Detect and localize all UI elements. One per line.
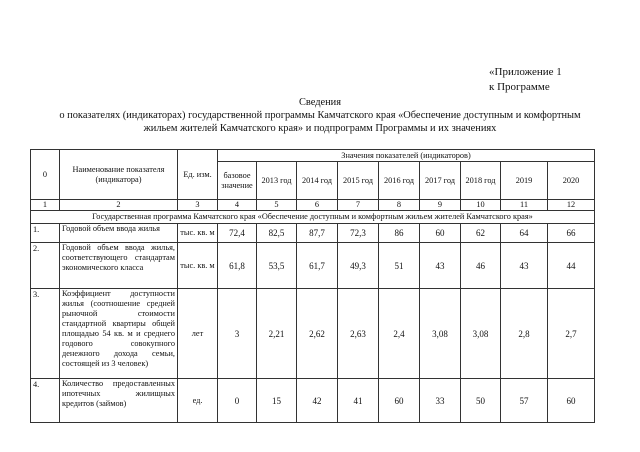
row-number: 3.	[31, 289, 60, 379]
indicator-unit: лет	[178, 289, 218, 379]
column-number: 4	[218, 200, 257, 211]
table-row	[31, 224, 595, 243]
indicator-name: Количество предоставленных ипотечных жилищных кредитов (займов)	[60, 379, 178, 423]
header-year: 2015 год	[338, 162, 379, 200]
column-number: 5	[257, 200, 297, 211]
table-row	[31, 289, 595, 379]
appendix-line-2: к Программе	[489, 81, 550, 93]
column-number: 10	[461, 200, 501, 211]
column-number: 8	[379, 200, 420, 211]
table-row	[31, 379, 595, 423]
row-number: 1.	[31, 224, 60, 243]
column-number: 9	[420, 200, 461, 211]
column-number: 1	[31, 200, 60, 211]
column-number: 3	[178, 200, 218, 211]
header-year: 2020	[548, 162, 595, 200]
value-cell: 72,3	[338, 224, 379, 243]
value-cell: 60	[379, 379, 420, 423]
indicator-unit: ед.	[178, 379, 218, 423]
value-cell: 72,4	[218, 224, 257, 243]
value-cell: 44	[548, 243, 595, 289]
column-number: 7	[338, 200, 379, 211]
header-year: 2016 год	[379, 162, 420, 200]
indicator-name: Годовой объем ввода жилья, соответствующего стандартам экономического класса	[60, 243, 178, 289]
value-cell: 33	[420, 379, 461, 423]
column-number: 11	[501, 200, 548, 211]
header-values-group: Значения показателей (индикаторов)	[218, 150, 595, 162]
value-cell: 50	[461, 379, 501, 423]
title-line-1: Сведения	[298, 97, 342, 108]
value-cell: 3	[218, 289, 257, 379]
value-cell: 2,4	[379, 289, 420, 379]
row-number: 2.	[31, 243, 60, 289]
value-cell: 2,7	[548, 289, 595, 379]
row-number: 4.	[31, 379, 60, 423]
header-base: базовое значение	[218, 162, 257, 200]
header-num: 0	[31, 150, 60, 200]
title-line-3: жильем жителей Камчатского края» и подпрограмм Программы и их значениях	[143, 123, 497, 134]
indicator-unit: тыс. кв. м	[178, 243, 218, 289]
column-number: 2	[60, 200, 178, 211]
value-cell: 87,7	[297, 224, 338, 243]
value-cell: 0	[218, 379, 257, 423]
value-cell: 41	[338, 379, 379, 423]
value-cell: 43	[420, 243, 461, 289]
header-year: 2013 год	[257, 162, 297, 200]
table-row	[31, 243, 595, 289]
header-year: 2019	[501, 162, 548, 200]
column-number: 12	[548, 200, 595, 211]
value-cell: 2,21	[257, 289, 297, 379]
document-title	[40, 96, 600, 135]
header-unit: Ед. изм.	[178, 150, 218, 200]
column-number: 6	[297, 200, 338, 211]
value-cell: 53,5	[257, 243, 297, 289]
indicator-name: Коэффициент доступности жилья (соотношение средней рыночной стоимости стандартной квартиры общей площадью 54 кв. м и среднего годового совокупного денежного дохода семьи, состоящей из 3 человек)	[60, 289, 178, 379]
appendix-label	[489, 65, 562, 95]
value-cell: 60	[420, 224, 461, 243]
value-cell: 46	[461, 243, 501, 289]
value-cell: 15	[257, 379, 297, 423]
value-cell: 61,8	[218, 243, 257, 289]
header-year: 2014 год	[297, 162, 338, 200]
value-cell: 42	[297, 379, 338, 423]
header-year: 2018 год	[461, 162, 501, 200]
value-cell: 66	[548, 224, 595, 243]
appendix-line-1: «Приложение 1	[489, 66, 562, 78]
value-cell: 49,3	[338, 243, 379, 289]
value-cell: 64	[501, 224, 548, 243]
header-year: 2017 год	[420, 162, 461, 200]
value-cell: 2,63	[338, 289, 379, 379]
value-cell: 60	[548, 379, 595, 423]
value-cell: 3,08	[420, 289, 461, 379]
indicators-table	[30, 149, 595, 423]
program-row	[31, 211, 595, 224]
indicator-name: Годовой объем ввода жилья	[60, 224, 178, 243]
value-cell: 57	[501, 379, 548, 423]
value-cell: 3,08	[461, 289, 501, 379]
header-row-1	[31, 150, 595, 162]
value-cell: 82,5	[257, 224, 297, 243]
value-cell: 51	[379, 243, 420, 289]
value-cell: 43	[501, 243, 548, 289]
value-cell: 86	[379, 224, 420, 243]
value-cell: 62	[461, 224, 501, 243]
title-line-2: о показателях (индикаторах) государственной программы Камчатского края «Обеспечение доступным и комфортным	[59, 110, 581, 121]
value-cell: 2,8	[501, 289, 548, 379]
indicator-unit: тыс. кв. м	[178, 224, 218, 243]
value-cell: 61,7	[297, 243, 338, 289]
header-name: Наименование показателя (индикатора)	[60, 150, 178, 200]
value-cell: 2,62	[297, 289, 338, 379]
program-title: Государственная программа Камчатского края «Обеспечение доступным и комфортным жильем жителей Камчатского края»	[31, 211, 595, 224]
column-number-row	[31, 200, 595, 211]
